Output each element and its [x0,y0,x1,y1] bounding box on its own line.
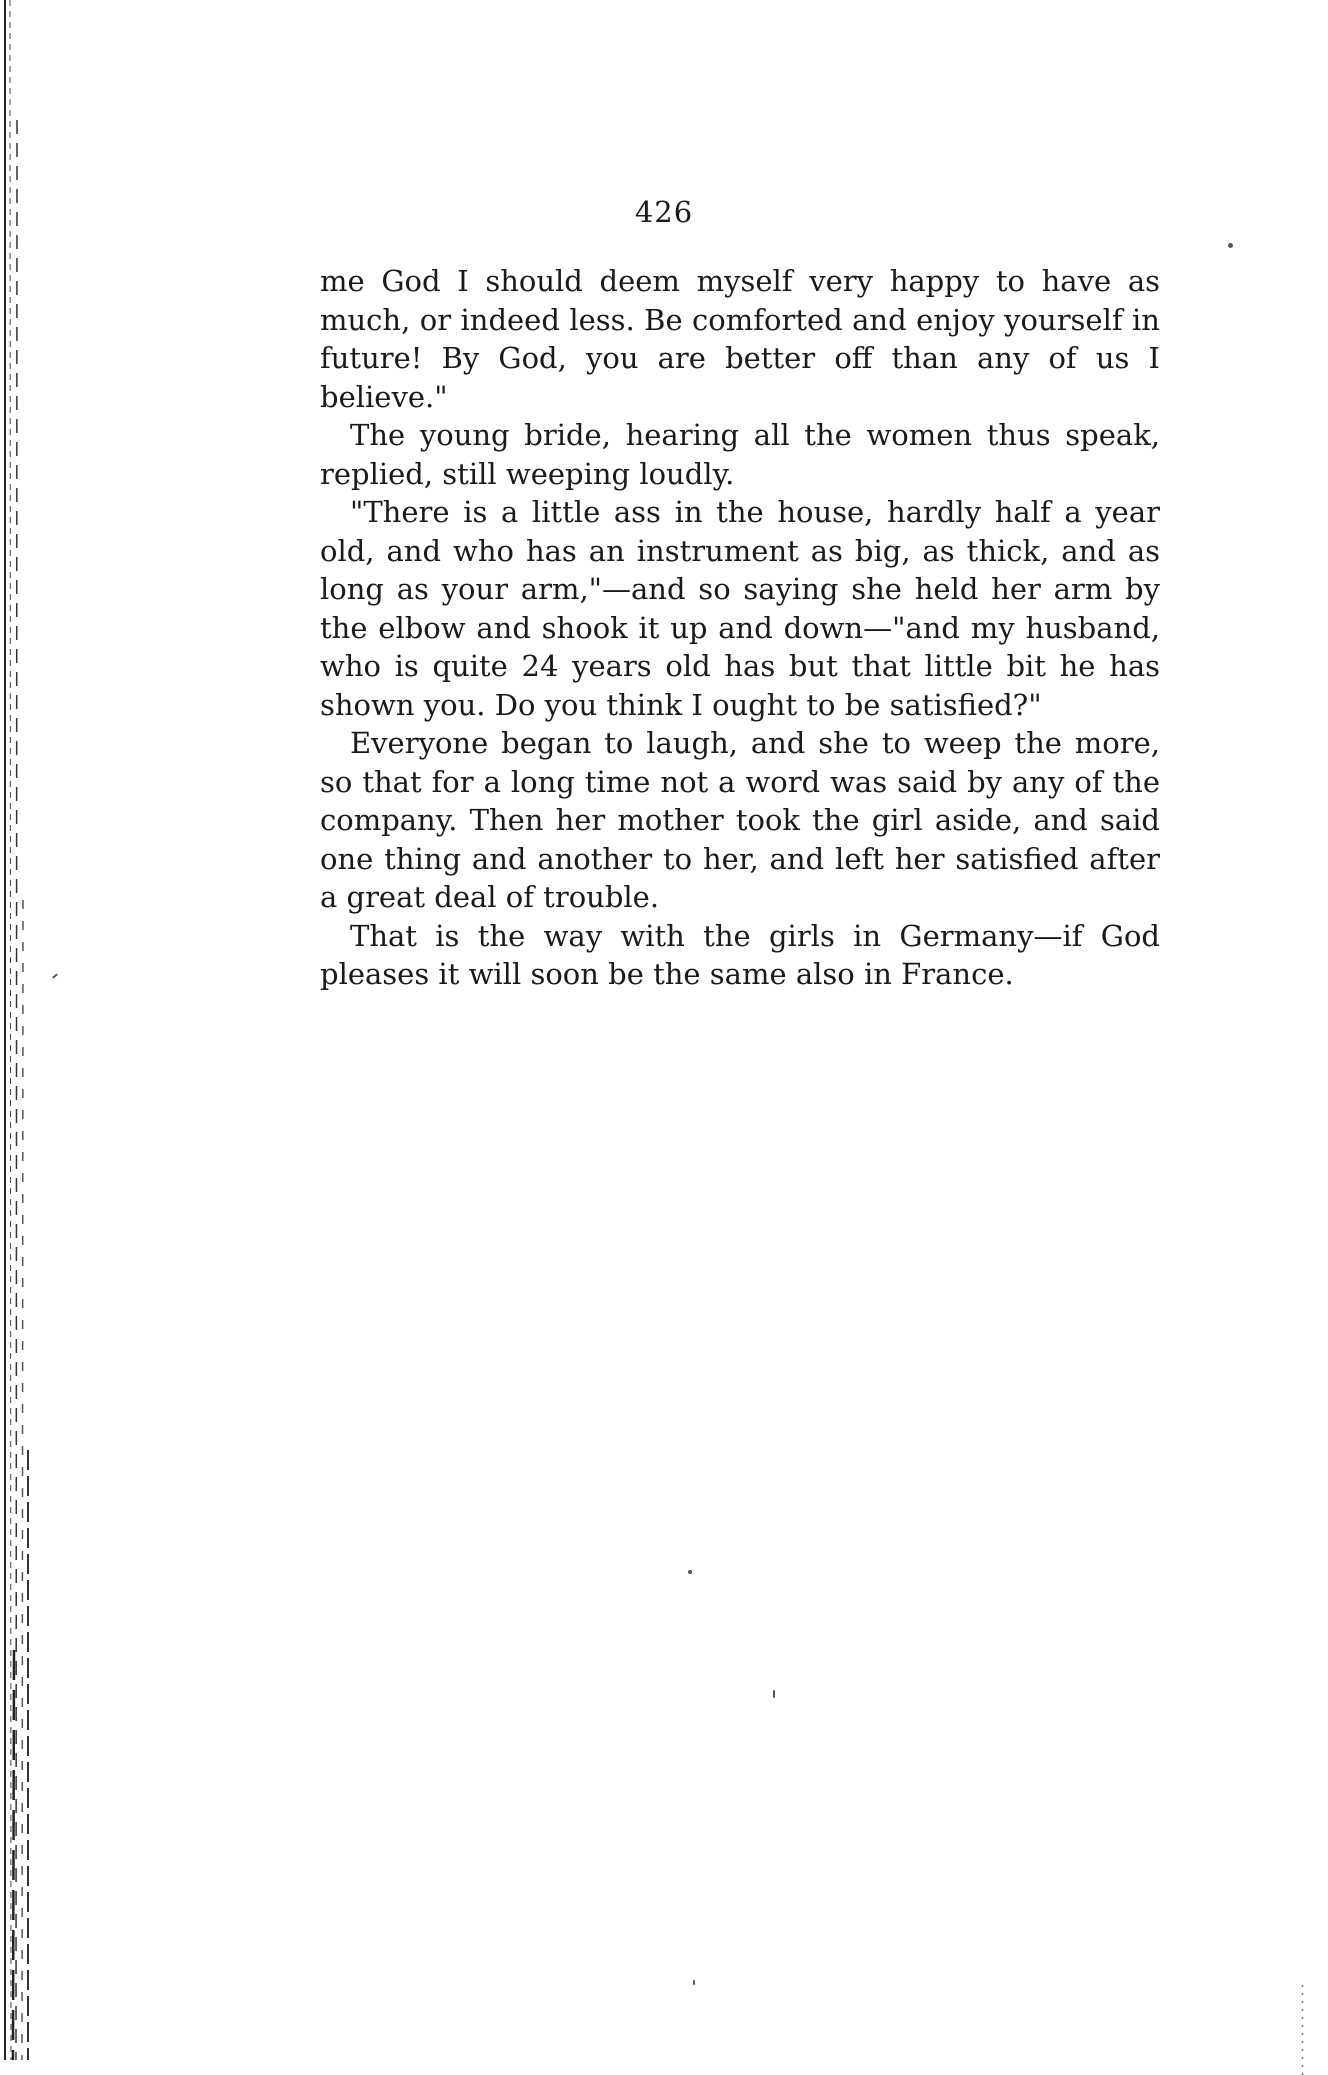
page-number: 426 [634,195,694,229]
paragraph-3: "There is a little ass in the house, hardly half a year old, and who has an instrument as big, as thick, and as long as your arm,"—and so saying she held her arm by the elbow and shook it up and down—"and my husband, who is quite 24 years old has but that little bit he has shown you. Do you think I ought to be satisfied?" [320,495,1160,722]
scan-speck [1228,243,1233,248]
paragraph-1: me God I should deem myself very happy to have as much, or indeed less. Be comforted and enjoy yourself in future! By God, you are better off than any of us I believe." [320,264,1160,414]
scan-speck [52,973,58,978]
page-binding-edge [0,0,40,2060]
body-text [320,262,1160,994]
paragraph-2: The young bride, hearing all the women thus speak, replied, still weeping loudly. [320,418,1160,491]
edge-scan-marks [1301,1985,1304,2075]
paragraph-4: Everyone began to laugh, and she to weep the more, so that for a long time not a word was said by any of the company. Then her mother took the girl aside, and said one thing and another to her, and left her satisfied after a great deal of trouble. [320,726,1160,914]
scan-speck [693,1980,695,1985]
scan-speck [773,1690,775,1698]
scan-speck [688,1570,692,1574]
paragraph-5: That is the way with the girls in Germany—if God pleases it will soon be the same also in France. [320,918,1160,991]
